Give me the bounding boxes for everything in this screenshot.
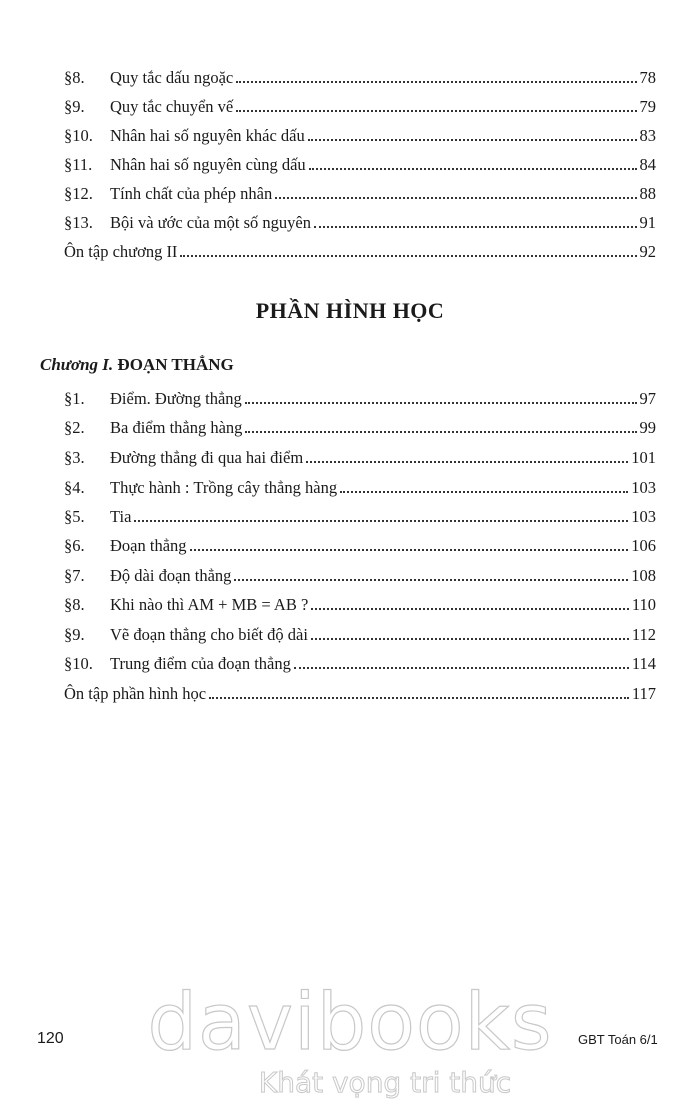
chapter-name: ĐOẠN THẲNG <box>117 355 234 374</box>
entry-number: §13. <box>64 213 93 232</box>
entry-page: 108 <box>631 566 656 585</box>
entry-page: 110 <box>631 595 656 614</box>
entry-page: 101 <box>631 448 656 467</box>
entry-title: Độ dài đoạn thẳng <box>110 566 232 585</box>
entry-title: Quy tắc chuyển vế <box>110 97 234 116</box>
dot-leader <box>308 135 637 141</box>
toc-entry <box>64 440 656 468</box>
entry-number: §10. <box>64 126 93 145</box>
toc-review-entry <box>64 234 656 262</box>
entry-title: Điểm. Đường thẳng <box>110 389 242 408</box>
entry-title: Bội và ước của một số nguyên <box>110 213 311 232</box>
toc-entry <box>64 617 656 645</box>
entry-title: Đoạn thẳng <box>110 536 187 555</box>
entry-page: 83 <box>639 126 656 145</box>
entry-title: Quy tắc dấu ngoặc <box>110 68 234 87</box>
entry-page: 97 <box>639 389 656 408</box>
dot-leader <box>294 663 629 669</box>
review-title: Ôn tập phần hình học <box>64 684 207 703</box>
toc-entry <box>64 470 656 498</box>
review-page: 117 <box>631 684 656 703</box>
toc-entry <box>64 381 656 409</box>
entry-page: 106 <box>631 536 656 555</box>
review-title: Ôn tập chương II <box>64 242 178 261</box>
chapter-heading <box>40 355 234 375</box>
dot-leader <box>275 193 636 199</box>
dot-leader <box>134 516 628 522</box>
toc-review-entry <box>64 676 656 704</box>
entry-page: 114 <box>631 654 656 673</box>
entry-title: Tính chất của phép nhân <box>110 184 273 203</box>
dot-leader <box>314 222 637 228</box>
part-title: PHẦN HÌNH HỌC <box>255 298 445 323</box>
entry-page: 88 <box>639 184 656 203</box>
entry-page: 99 <box>639 418 656 437</box>
entry-title: Nhân hai số nguyên khác dấu <box>110 126 305 145</box>
toc-entry <box>64 499 656 527</box>
toc-entry <box>64 558 656 586</box>
dot-leader <box>311 634 629 640</box>
book-code: GBT Toán 6/1 <box>578 1032 658 1047</box>
entry-page: 79 <box>639 97 656 116</box>
entry-title: Nhân hai số nguyên cùng dấu <box>110 155 306 174</box>
entry-page: 103 <box>631 478 656 497</box>
entry-title: Thực hành : Trồng cây thẳng hàng <box>110 478 338 497</box>
toc-entry <box>64 118 656 146</box>
toc-entry <box>64 89 656 117</box>
entry-number: §1. <box>64 389 85 408</box>
toc-entry <box>64 587 656 615</box>
entry-number: §10. <box>64 654 93 673</box>
chapter-label: Chương I. <box>40 355 114 374</box>
dot-leader <box>245 427 636 433</box>
dot-leader <box>245 398 637 404</box>
entry-page: 78 <box>639 68 656 87</box>
entry-title: Ba điểm thẳng hàng <box>110 418 243 437</box>
entry-number: §12. <box>64 184 93 203</box>
toc-entry <box>64 410 656 438</box>
entry-number: §9. <box>64 625 85 644</box>
entry-number: §11. <box>64 155 93 174</box>
entry-title: Khi nào thì AM + MB = AB ? <box>110 595 309 614</box>
dot-leader <box>234 575 628 581</box>
toc-entry <box>64 60 656 88</box>
entry-number: §6. <box>64 536 85 555</box>
toc-entry <box>64 176 656 204</box>
dot-leader <box>309 164 637 170</box>
review-page: 92 <box>639 242 656 261</box>
dot-leader <box>306 457 628 463</box>
entry-page: 84 <box>639 155 656 174</box>
entry-page: 91 <box>639 213 656 232</box>
toc-entry <box>64 646 656 674</box>
toc-entry <box>64 528 656 556</box>
dot-leader <box>236 106 636 112</box>
entry-number: §9. <box>64 97 85 116</box>
entry-number: §3. <box>64 448 85 467</box>
entry-number: §4. <box>64 478 85 497</box>
entry-page: 103 <box>631 507 656 526</box>
dot-leader <box>190 545 629 551</box>
page-number: 120 <box>37 1030 64 1047</box>
entry-number: §2. <box>64 418 85 437</box>
dot-leader <box>236 77 636 83</box>
dot-leader <box>209 693 629 699</box>
toc-entry <box>64 205 656 233</box>
entry-number: §5. <box>64 507 85 526</box>
entry-page: 112 <box>631 625 656 644</box>
entry-number: §8. <box>64 595 85 614</box>
entry-title: Tia <box>110 507 132 526</box>
dot-leader <box>180 251 636 257</box>
entry-title: Vẽ đoạn thẳng cho biết độ dài <box>110 625 308 644</box>
watermark-slogan: Khát vọng tri thức <box>258 1066 512 1099</box>
watermark-brand: davibooks <box>147 978 553 1068</box>
entry-title: Trung điểm của đoạn thẳng <box>110 654 291 673</box>
dot-leader <box>340 487 628 493</box>
dot-leader <box>311 604 629 610</box>
entry-number: §7. <box>64 566 85 585</box>
entry-number: §8. <box>64 68 85 87</box>
toc-entry <box>64 147 656 175</box>
entry-title: Đường thẳng đi qua hai điểm <box>110 448 304 467</box>
